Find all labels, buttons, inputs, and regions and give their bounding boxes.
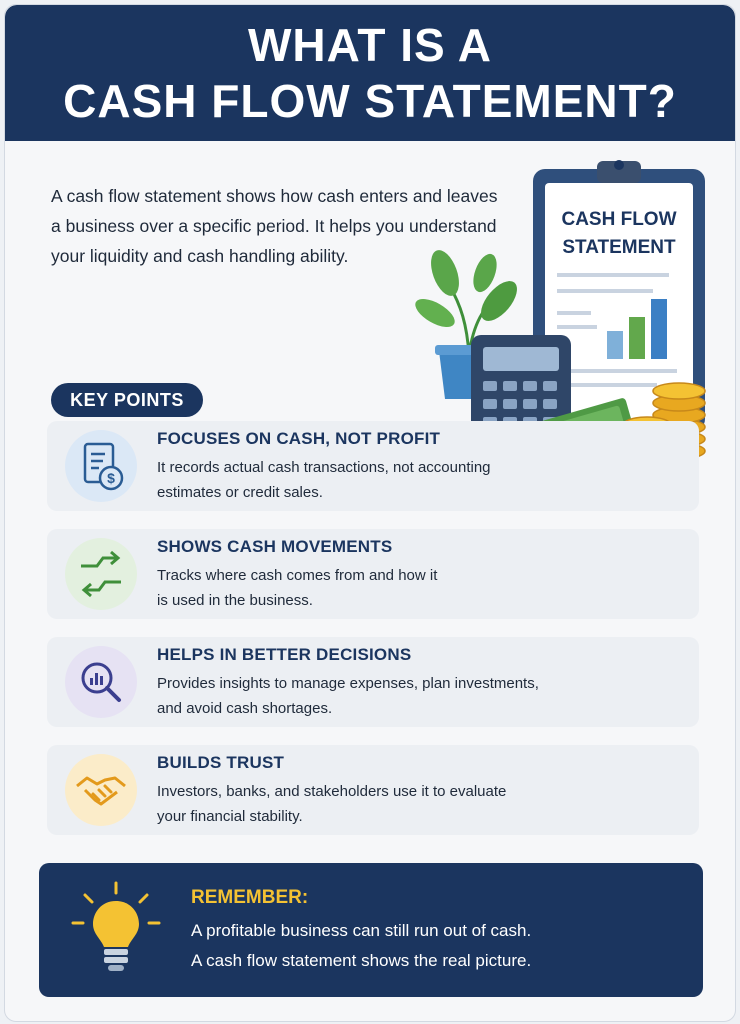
key-point-card [47,421,699,511]
handshake-icon [65,754,137,826]
card-description-line: your financial stability. [157,808,303,825]
card-title: SHOWS CASH MOVEMENTS [157,537,393,556]
exchange-arrows-icon [65,538,137,610]
svg-text:$: $ [107,470,115,486]
card-description [157,671,577,721]
page-title [5,17,735,129]
card-description-line: Investors, banks, and stakeholders use it to evaluate [157,783,507,800]
intro-line-3: your liquidity and cash handling ability. [51,246,349,266]
title-line-2: CASH FLOW STATEMENT? [63,75,677,127]
card-description-line: It records actual cash transactions, not accounting [157,459,491,476]
bar-1 [607,331,623,359]
bar-2 [629,317,645,359]
card-description-line: estimates or credit sales. [157,484,323,501]
card-description-line: Tracks where cash comes from and how it [157,567,438,584]
remember-title: REMEMBER: [191,887,309,908]
infographic-page [4,4,736,1022]
key-point-card [47,745,699,835]
card-title: FOCUSES ON CASH, NOT PROFIT [157,429,441,448]
card-title: BUILDS TRUST [157,753,285,772]
header-banner [5,5,735,141]
remember-box [39,863,703,997]
card-title: HELPS IN BETTER DECISIONS [157,645,412,664]
key-point-card [47,637,699,727]
document-dollar-icon [65,430,137,502]
card-description-line: Provides insights to manage expenses, plan investments, [157,675,539,692]
title-line-1: WHAT IS A [247,19,493,71]
card-description-line: is used in the business. [157,592,313,609]
key-points-badge: KEY POINTS [51,383,203,417]
doc-title-line-1: CASH FLOW [561,209,677,230]
remember-line-1: A profitable business can still run out of cash. [191,921,532,940]
card-description [157,563,577,613]
card-description [157,779,577,829]
intro-line-2: a business over a specific period. It helps you understand [51,216,497,236]
intro-line-1: A cash flow statement shows how cash enters and leaves [51,186,498,206]
remember-line-2: A cash flow statement shows the real picture. [191,951,532,970]
key-point-card [47,529,699,619]
card-description-line: and avoid cash shortages. [157,700,333,717]
card-description [157,455,577,505]
doc-title-line-2: STATEMENT [562,237,676,258]
magnifier-chart-icon [65,646,137,718]
lightbulb-icon [61,877,171,987]
bar-3 [651,299,667,359]
